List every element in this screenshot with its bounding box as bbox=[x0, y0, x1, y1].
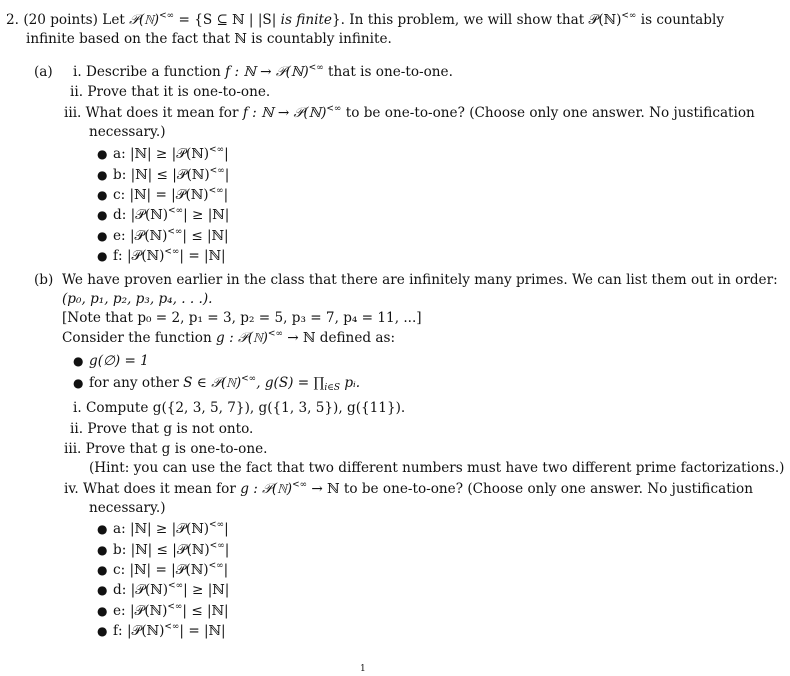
sup-finite: <∞ bbox=[308, 63, 324, 73]
part-b-iii: iii. Prove that g is one-to-one. bbox=[64, 441, 268, 457]
bullet-icon: ● bbox=[97, 147, 108, 161]
text: iii. What does it mean for bbox=[64, 105, 239, 121]
sup-finite: <∞ bbox=[292, 480, 308, 490]
option-tail: | = |ℕ| bbox=[179, 623, 226, 639]
problem-points: (20 points) bbox=[23, 12, 98, 28]
sup-finite: <∞ bbox=[167, 227, 183, 237]
bullet-icon: ● bbox=[97, 168, 108, 182]
option-expr: |ℕ| ≥ |𝒫(ℕ) bbox=[130, 146, 210, 162]
option-expr: |𝒫(ℕ) bbox=[126, 623, 165, 639]
sub-index: i∈S bbox=[324, 383, 341, 393]
part-a-iii-line2: necessary.) bbox=[89, 124, 166, 140]
option-tail: | bbox=[224, 521, 229, 537]
part-b-line3: [Note that p₀ = 2, p₁ = 3, p₂ = 5, p₃ = 7, p₄ = 11, ...] bbox=[62, 310, 422, 326]
option-label: d: bbox=[113, 207, 127, 223]
option-tail: | bbox=[224, 167, 230, 183]
sup-finite: <∞ bbox=[167, 602, 183, 612]
math: pᵢ. bbox=[340, 375, 361, 391]
option-tail: | ≤ |ℕ| bbox=[182, 603, 229, 619]
option-tail: | bbox=[224, 542, 230, 558]
intro-text: Let bbox=[102, 12, 125, 28]
part-a-iii bbox=[64, 104, 755, 122]
math: g : 𝒫(ℕ) bbox=[216, 330, 268, 346]
bullet-icon: ● bbox=[97, 543, 108, 557]
math: f : ℕ → 𝒫(ℕ) bbox=[242, 105, 327, 121]
text: for any other bbox=[89, 375, 179, 391]
option-expr: |ℕ| ≤ |𝒫(ℕ) bbox=[130, 167, 210, 183]
option-label: b: bbox=[113, 167, 127, 183]
bullet-icon: ● bbox=[97, 229, 108, 243]
bullet-icon: ● bbox=[97, 563, 108, 577]
option-expr: |𝒫(ℕ) bbox=[130, 207, 169, 223]
set-definition: = {S ⊆ ℕ | |S| bbox=[174, 12, 281, 28]
option-f bbox=[97, 247, 226, 265]
option-tail: | ≥ |ℕ| bbox=[183, 207, 230, 223]
sup-finite: <∞ bbox=[164, 247, 180, 257]
bullet-icon: ● bbox=[97, 604, 108, 618]
problem-number: 2. bbox=[6, 12, 19, 28]
sup-finite: <∞ bbox=[621, 11, 637, 21]
part-b-iv bbox=[64, 480, 753, 498]
option-expr: |𝒫(ℕ) bbox=[130, 582, 169, 598]
option-label: a: bbox=[113, 146, 126, 162]
option-label: b: bbox=[113, 542, 127, 558]
bullet-icon: ● bbox=[73, 376, 84, 390]
sup-finite: <∞ bbox=[208, 186, 224, 196]
text: Consider the function bbox=[62, 330, 212, 346]
set-condition: is finite bbox=[280, 12, 332, 28]
sup-finite: <∞ bbox=[168, 581, 184, 591]
text: that is one-to-one. bbox=[323, 64, 453, 80]
part-b-line1: We have proven earlier in the class that there are infinitely many primes. We can list them out in order: bbox=[62, 272, 778, 288]
math: g : 𝒫(ℕ) bbox=[240, 481, 293, 497]
sup-finite: <∞ bbox=[209, 541, 225, 551]
part-a-label: (a) bbox=[34, 64, 53, 80]
text: → ℕ defined as: bbox=[282, 330, 396, 346]
option-tail: | bbox=[224, 146, 229, 162]
option-label: f: bbox=[113, 623, 123, 639]
option-tail: | ≥ |ℕ| bbox=[183, 582, 230, 598]
bullet-icon: ● bbox=[97, 624, 108, 638]
page-number: 1 bbox=[360, 664, 366, 674]
option-c bbox=[97, 186, 228, 204]
option-d bbox=[97, 206, 229, 224]
text: → ℕ to be one-to-one? (Choose only one answer. No justification bbox=[307, 481, 753, 497]
part-a-i bbox=[73, 63, 453, 81]
option-expr: |𝒫(ℕ) bbox=[129, 228, 168, 244]
option-c bbox=[97, 561, 228, 579]
option-expr: |ℕ| ≤ |𝒫(ℕ) bbox=[130, 542, 210, 558]
problem-header-line1 bbox=[6, 11, 724, 29]
option-label: e: bbox=[113, 228, 126, 244]
math: , g(S) = ∏ bbox=[256, 375, 325, 391]
part-b-label: (b) bbox=[34, 272, 54, 288]
bullet-icon: ● bbox=[97, 188, 108, 202]
option-label: a: bbox=[113, 521, 126, 537]
option-expr: |𝒫(ℕ) bbox=[129, 603, 168, 619]
bullet-icon: ● bbox=[97, 208, 108, 222]
part-b-bullet2 bbox=[73, 374, 360, 392]
math: S ∈ 𝒫(ℕ) bbox=[183, 375, 242, 391]
bullet-icon: ● bbox=[97, 249, 108, 263]
sup-finite: <∞ bbox=[168, 206, 184, 216]
option-expr: |ℕ| = |𝒫(ℕ) bbox=[129, 187, 209, 203]
option-tail: | = |ℕ| bbox=[179, 248, 226, 264]
part-b-line2: (p₀, p₁, p₂, p₃, p₄, . . .). bbox=[62, 291, 213, 307]
option-tail: | ≤ |ℕ| bbox=[182, 228, 229, 244]
part-b-bullet1 bbox=[73, 352, 149, 370]
text: i. Describe a function bbox=[73, 64, 221, 80]
sup-finite: <∞ bbox=[208, 561, 224, 571]
option-f bbox=[97, 622, 226, 640]
option-label: d: bbox=[113, 582, 127, 598]
sup-finite: <∞ bbox=[209, 520, 225, 530]
option-expr: |𝒫(ℕ) bbox=[126, 248, 165, 264]
option-a bbox=[97, 520, 229, 538]
sup-finite: <∞ bbox=[209, 145, 225, 155]
part-b-iii-hint: (Hint: you can use the fact that two different numbers must have two different prime factorizations.) bbox=[89, 460, 785, 476]
bullet-icon: ● bbox=[97, 522, 108, 536]
option-label: c: bbox=[113, 562, 126, 578]
text: to be one-to-one? (Choose only one answer. No justification bbox=[341, 105, 755, 121]
option-label: e: bbox=[113, 603, 126, 619]
option-label: f: bbox=[113, 248, 123, 264]
part-b-i: i. Compute g({2, 3, 5, 7}), g({1, 3, 5}), g({11}). bbox=[73, 400, 406, 416]
bullet-icon: ● bbox=[73, 354, 84, 368]
option-d bbox=[97, 581, 229, 599]
option-tail: | bbox=[223, 187, 229, 203]
set-symbol: 𝒫(ℕ) bbox=[129, 12, 160, 28]
option-b bbox=[97, 541, 229, 559]
sup-finite: <∞ bbox=[164, 622, 180, 632]
part-b-ii: ii. Prove that g is not onto. bbox=[70, 421, 254, 437]
option-e bbox=[97, 602, 229, 620]
option-tail: | bbox=[223, 562, 229, 578]
math: g(∅) = 1 bbox=[89, 353, 149, 369]
option-b bbox=[97, 166, 229, 184]
option-a bbox=[97, 145, 229, 163]
intro-continued: }. In this problem, we will show that 𝒫(ℕ) bbox=[331, 12, 622, 28]
option-expr: |ℕ| ≥ |𝒫(ℕ) bbox=[130, 521, 210, 537]
option-e bbox=[97, 227, 229, 245]
option-expr: |ℕ| = |𝒫(ℕ) bbox=[129, 562, 209, 578]
part-a-ii: ii. Prove that it is one-to-one. bbox=[70, 84, 271, 100]
part-b-iv-line2: necessary.) bbox=[89, 500, 166, 516]
text: iv. What does it mean for bbox=[64, 481, 236, 497]
option-label: c: bbox=[113, 187, 126, 203]
math: f : ℕ → 𝒫(ℕ) bbox=[225, 64, 309, 80]
sup-finite: <∞ bbox=[241, 374, 257, 384]
problem-header-line2: infinite based on the fact that ℕ is countably infinite. bbox=[26, 31, 392, 47]
sup-finite: <∞ bbox=[159, 11, 175, 21]
bullet-icon: ● bbox=[97, 583, 108, 597]
sup-finite: <∞ bbox=[326, 104, 342, 114]
intro-tail: is countably bbox=[636, 12, 725, 28]
sup-finite: <∞ bbox=[209, 166, 225, 176]
part-b-line4 bbox=[62, 329, 395, 347]
sup-finite: <∞ bbox=[267, 329, 283, 339]
